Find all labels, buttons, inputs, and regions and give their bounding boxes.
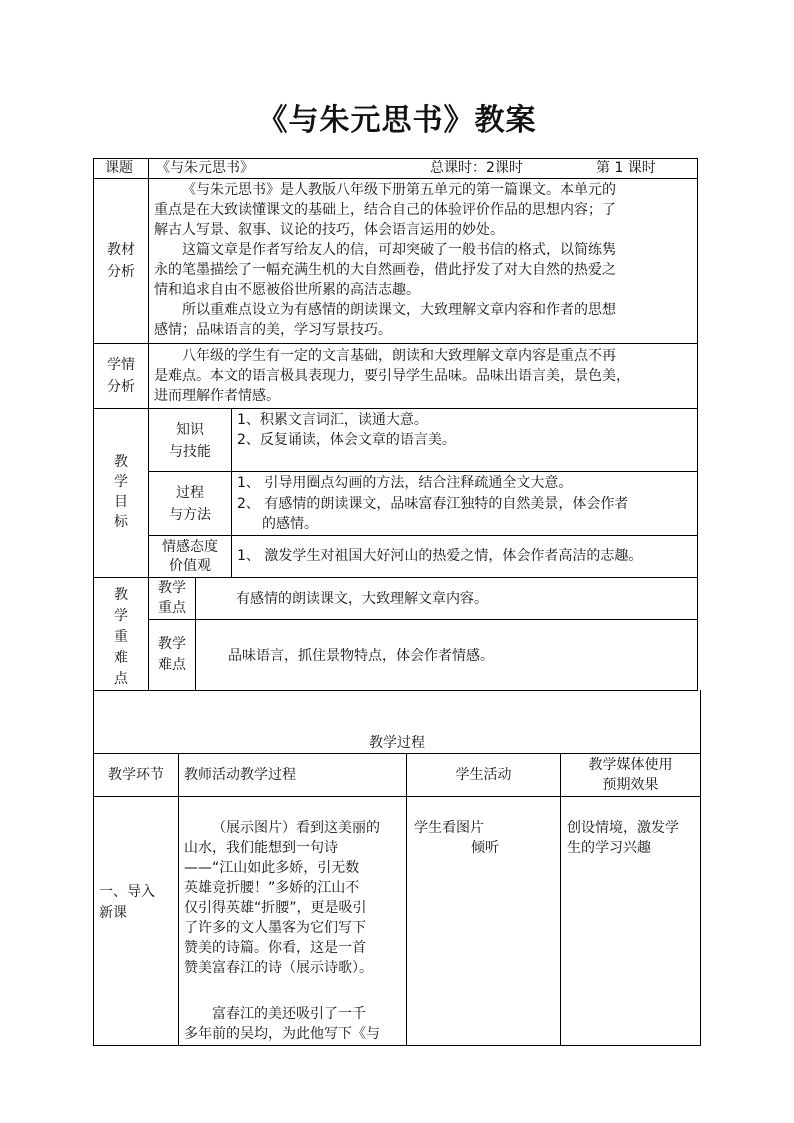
emotion-label-2: 价值观 xyxy=(169,558,211,574)
goals-label-2: 学 xyxy=(114,474,128,490)
knowledge-label-1: 知识 xyxy=(176,422,204,438)
material-label-1: 教材 xyxy=(107,242,135,258)
process-item-2: 2、 有感情的朗读课文，品味富春江独特的自然美景，体会作者 xyxy=(237,496,629,512)
difficulty-label-1: 教学 xyxy=(158,636,186,652)
student-activity-1: 学生看图片 xyxy=(414,820,484,836)
col-stage-header: 教学环节 xyxy=(108,767,164,783)
students-label-1: 学情 xyxy=(107,357,135,373)
knowledge-item-1: 1、积累文言词汇，读通大意。 xyxy=(237,412,428,428)
col-media-header-1: 教学媒体使用 xyxy=(588,757,673,773)
keypoints-label-3: 重 xyxy=(114,629,128,645)
keypoints-label-2: 学 xyxy=(114,608,128,624)
col-teacher-header: 教师活动教学过程 xyxy=(184,767,296,783)
lesson-period: 第 1 课时 xyxy=(596,160,656,176)
page-title: 《与朱元思书》教案 xyxy=(257,103,537,138)
knowledge-item-2: 2、反复诵读，体会文章的语言美。 xyxy=(237,432,456,448)
students-label-2: 分析 xyxy=(107,379,135,395)
material-label-2: 分析 xyxy=(107,264,135,280)
stage-1-label-1: 一、导入 xyxy=(99,884,155,900)
focus-label-2: 重点 xyxy=(158,600,186,616)
col-media-header-2: 预期效果 xyxy=(602,777,659,793)
focus-label-1: 教学 xyxy=(158,580,186,596)
goals-label-4: 标 xyxy=(114,514,128,530)
material-analysis-text: 《与朱元思书》是人教版八年级下册第五单元的第一篇课文。本单元的 重点是在大致读懂课文的基础上，结合自己的体验评价作品的思想内容；了 解古人写景、叙事、议论的技巧，体会语言运用的妙处。 这篇文章是作者写给友人的信，可却突破了一般书信的格式，以简练隽 永的笔墨描绘了一幅充满生机的大自然画卷，借此抒发了对大自然的热爱之 情和追求自由不愿被俗世所累的高洁志趣。 所以重难点设立为有感情的朗读课文，大致理解文章内容和作者的思想 感情；品味语言的美，学习写景技巧。 xyxy=(154,182,616,338)
difficulty-label-2: 难点 xyxy=(158,657,186,673)
goals-label-1: 教 xyxy=(114,454,128,470)
students-analysis-text: 八年级的学生有一定的文言基础，朗读和大致理解文章内容是重点不再 是难点。本文的语言极具表现力，要引导学生品味。品味出语言美，景色美， 进而理解作者情感。 xyxy=(154,348,630,404)
media-effect-2: 生的学习兴趣 xyxy=(567,840,651,856)
teacher-activity-text: （展示图片）看到这美丽的 山水，我们能想到一句诗 ——“江山如此多娇，引无数 英雄竞折腰！”多娇的江山不 仅引得英雄“折腰”，更是吸引 了许多的文人墨客为它们写下 赞美的诗篇。你看，这是一首 赞美富春江的诗（展示诗歌）。 富春江的美还吸引了一千 多年前的吴均，为此他写下《与 xyxy=(184,820,380,1042)
keypoints-label-4: 难 xyxy=(114,650,128,666)
emotion-label-1: 情感态度 xyxy=(162,539,218,555)
difficulty-text: 品味语言，抓住景物特点，体会作者情感。 xyxy=(228,648,494,664)
student-activity-2: 倾听 xyxy=(471,840,499,856)
process-item-1: 1、 引导用圈点勾画的方法，结合注释疏通全文大意。 xyxy=(237,475,573,491)
goals-label-3: 目 xyxy=(114,494,128,510)
knowledge-label-2: 与技能 xyxy=(169,444,211,460)
lesson-label: 课题 xyxy=(105,160,133,176)
focus-text: 有感情的朗读课文，大致理解文章内容。 xyxy=(236,591,488,607)
media-effect-1: 创设情境，激发学 xyxy=(567,820,679,836)
emotion-item-1: 1、 激发学生对祖国大好河山的热爱之情，体会作者高洁的志趣。 xyxy=(237,548,643,564)
stage-1-label-2: 新课 xyxy=(99,905,127,921)
process-label-1: 过程 xyxy=(176,485,204,501)
process-item-2-cont: 的感情。 xyxy=(262,516,318,532)
total-hours: 总课时：2课时 xyxy=(430,160,523,176)
keypoints-label-1: 教 xyxy=(114,587,128,603)
col-student-header: 学生活动 xyxy=(455,767,512,783)
process-label-2: 与方法 xyxy=(169,507,211,523)
lesson-title: 《与朱元思书》 xyxy=(156,160,254,176)
keypoints-label-5: 点 xyxy=(114,671,128,687)
process-heading: 教学过程 xyxy=(369,735,425,751)
